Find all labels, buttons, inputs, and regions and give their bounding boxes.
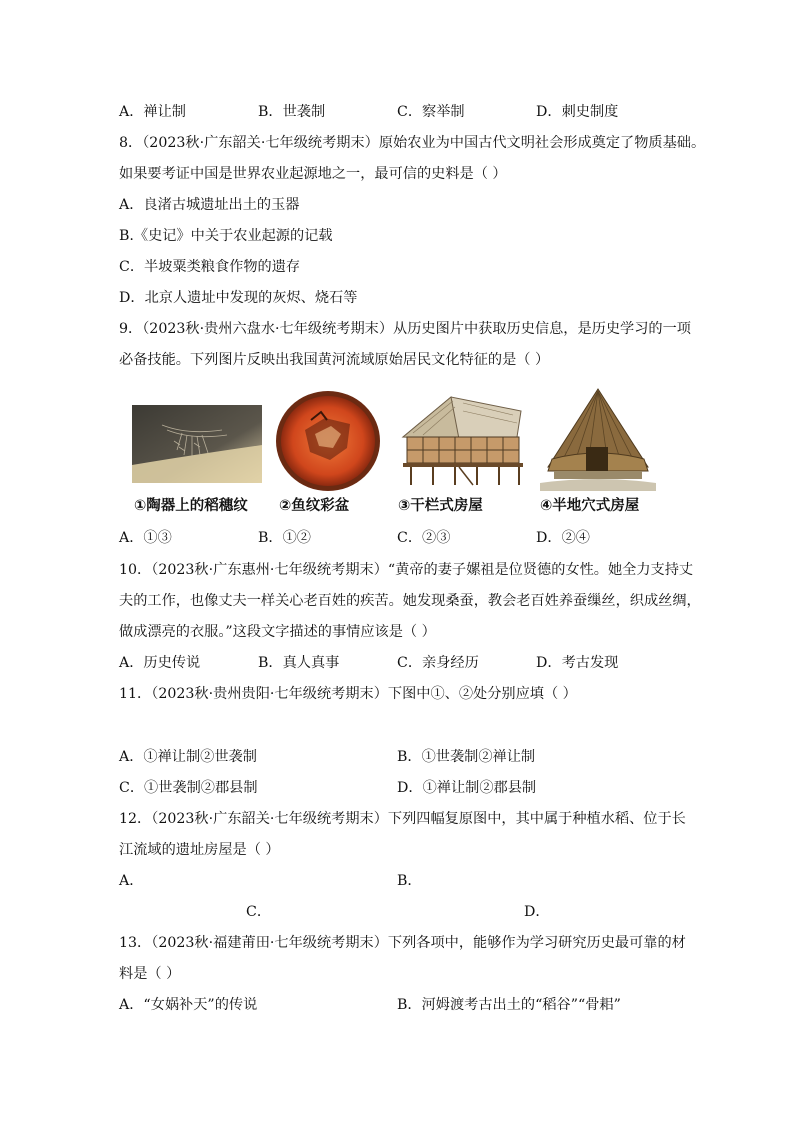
q10-stem-line3: 做成漂亮的衣服。”这段文字描述的事情应该是（ ）	[119, 624, 436, 640]
q8-stem-line1: 8．（2023秋·广东韶关·七年级统考期末）原始农业为中国古代文明社会形成奠定了物质基础。	[119, 135, 706, 151]
q9-stem-line2: 必备技能。下列图片反映出我国黄河流域原始居民文化特征的是（ ）	[119, 352, 550, 368]
q11-option-d: D．①禅让制②郡县制	[397, 780, 537, 796]
q9-caption-4: ④半地穴式房屋	[540, 498, 640, 514]
q10-option-c: C．亲身经历	[397, 655, 479, 671]
q11-stem-line1: 11．（2023秋·贵州贵阳·七年级统考期末）下图中①、②处分别应填（ ）	[119, 686, 577, 702]
q11-option-c: C．①世袭制②郡县制	[119, 780, 258, 796]
q9-caption-1: ①陶器上的稻穗纹	[134, 498, 248, 514]
q7-option-c: C．察举制	[397, 104, 465, 120]
q11-option-a: A．①禅让制②世袭制	[119, 749, 257, 765]
q9-option-a: A．①③	[119, 530, 172, 546]
q9-option-b: B．①②	[258, 530, 311, 546]
q12-option-a: A．	[119, 873, 144, 889]
q7-option-d: D．刺史制度	[536, 104, 619, 120]
q9-option-d: D．②④	[536, 530, 590, 546]
fish-pattern-basin-image	[275, 390, 381, 492]
q8-option-c: C．半坡粟类粮食作物的遗存	[119, 259, 301, 275]
q8-option-a: A．良渚古城遗址出土的玉器	[119, 197, 300, 213]
pottery-rice-pattern-image	[132, 405, 262, 483]
q9-option-c: C．②③	[397, 530, 451, 546]
q12-option-b: B．	[397, 873, 422, 889]
q7-option-a: A．禅让制	[119, 104, 186, 120]
q13-stem-line2: 料是（ ）	[119, 966, 181, 982]
q12-option-d: D．	[524, 904, 550, 920]
q10-option-a: A．历史传说	[119, 655, 201, 671]
q12-stem-line1: 12．（2023秋·广东韶关·七年级统考期末）下列四幅复原图中，其中属于种植水稻、位于长	[119, 811, 686, 827]
q10-option-d: D．考古发现	[536, 655, 619, 671]
q9-stem-line1: 9．（2023秋·贵州六盘水·七年级统考期末）从历史图片中获取历史信息，是历史学习的一项	[119, 321, 691, 337]
q9-caption-3: ③干栏式房屋	[398, 498, 483, 514]
q11-option-b: B．①世袭制②禅让制	[397, 749, 536, 765]
q9-image-strip	[128, 387, 668, 519]
q8-stem-line2: 如果要考证中国是世界农业起源地之一，最可信的史料是（ ）	[119, 166, 507, 182]
q9-caption-2: ②鱼纹彩盆	[279, 498, 350, 514]
q12-stem-line2: 江流域的遗址房屋是（ ）	[119, 842, 280, 858]
q12-option-c: C．	[246, 904, 272, 920]
q10-stem-line2: 夫的工作，也像丈夫一样关心老百姓的疾苦。她发现桑蚕，教会老百姓养蚕缫丝，织成丝绸，	[119, 593, 701, 609]
q13-option-a: A．“女娲补天”的传说	[119, 997, 258, 1013]
q13-option-b: B．河姆渡考古出土的“稻谷”“骨耜”	[397, 997, 621, 1013]
q13-stem-line1: 13．（2023秋·福建莆田·七年级统考期末）下列各项中，能够作为学习研究历史最可靠的材	[119, 935, 686, 951]
q8-option-d: D．北京人遗址中发现的灰烬、烧石等	[119, 290, 358, 306]
q7-option-b: B．世袭制	[258, 104, 326, 120]
semi-subterranean-house-image	[540, 387, 656, 493]
q10-stem-line1: 10．（2023秋·广东惠州·七年级统考期末）“黄帝的妻子嫘祖是位贤德的女性。她全力支持丈	[119, 562, 694, 578]
stilt-house-image	[393, 393, 527, 489]
q8-option-b: B.《史记》中关于农业起源的记载	[119, 228, 333, 244]
q10-option-b: B．真人真事	[258, 655, 340, 671]
